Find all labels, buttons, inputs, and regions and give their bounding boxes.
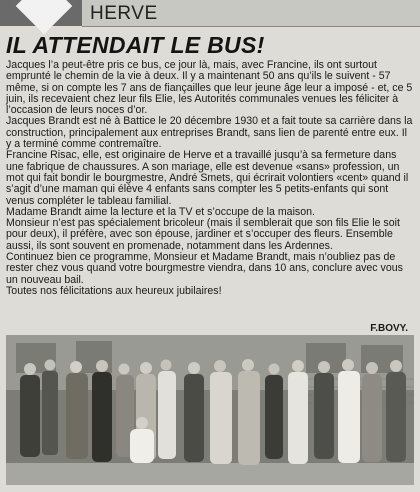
section-label: HERVE xyxy=(90,3,158,24)
article-body xyxy=(6,60,414,297)
header-ornament xyxy=(0,0,82,26)
article-headline: IL ATTENDAIT LE BUS! xyxy=(6,32,265,58)
section-tag xyxy=(82,0,420,27)
diamond-icon xyxy=(16,0,73,34)
section-header xyxy=(0,0,420,28)
people-silhouettes xyxy=(20,359,406,465)
group-photo-image xyxy=(6,335,414,485)
article-paragraph: Continuez bien ce programme, Monsieur et Madame Brandt, mais n’oubliez pas de rester chez vous quand votre bourgmestre viendra, dans 10 ans, conclure avec vous un nouveau bail. xyxy=(6,251,403,286)
group-photo xyxy=(6,335,414,485)
article-paragraph: Toutes nos félicitations aux heureux jubilaires! xyxy=(6,284,222,297)
article-paragraph: Jacques l’a peut-être pris ce bus, ce jour là, mais, avec Francine, ils ont surtout emprunté le chemin de la vie à deux. Il y a maintenant 50 ans qu’ils le suivent - 57 même, si on compte les 7 ans de fiançailles que leur jeune âge leur a imposé - et, ce 5 juin, ils recevaient chez leur fils Elie, les Autorités communales venues les féliciter à l’occasion de leurs noces d’or. xyxy=(6,59,413,117)
article-paragraph: Madame Brandt aime la lecture et la TV et s’occupe de la maison. xyxy=(6,205,315,218)
article-paragraph: Francine Risac, elle, est originaire de Herve et a travaillé jusqu’à sa fermeture dans une fabrique de chaussures. A son mariage, elle est devenue «sans» profession, un mot qui fait bondir le bourgmestre, André Smets, qui écrirait volontiers «cent» quand il s’agit d’une maman qui élève 4 enfants sans compter les 5 petits-enfants qui sont venus compléter le tableau familial. xyxy=(6,149,409,207)
article-paragraph: Monsieur n’est pas spécialement bricoleur (mais il semblerait que son fils Elie le soit pour deux), il préfère, avec son épouse, jardiner et s’occuper des fleurs. Ensemble aussi, ils sont souvent en promenade, notamment dans les Ardennes. xyxy=(6,217,400,252)
article-byline: F.BOVY. xyxy=(370,323,408,334)
article-paragraph: Jacques Brandt est né à Battice le 20 décembre 1930 et a fait toute sa carrière dans la construction, principalement aux entreprises Brandt, sans lien de parenté entre eux. Il y a terminé comme contremaître. xyxy=(6,115,413,151)
